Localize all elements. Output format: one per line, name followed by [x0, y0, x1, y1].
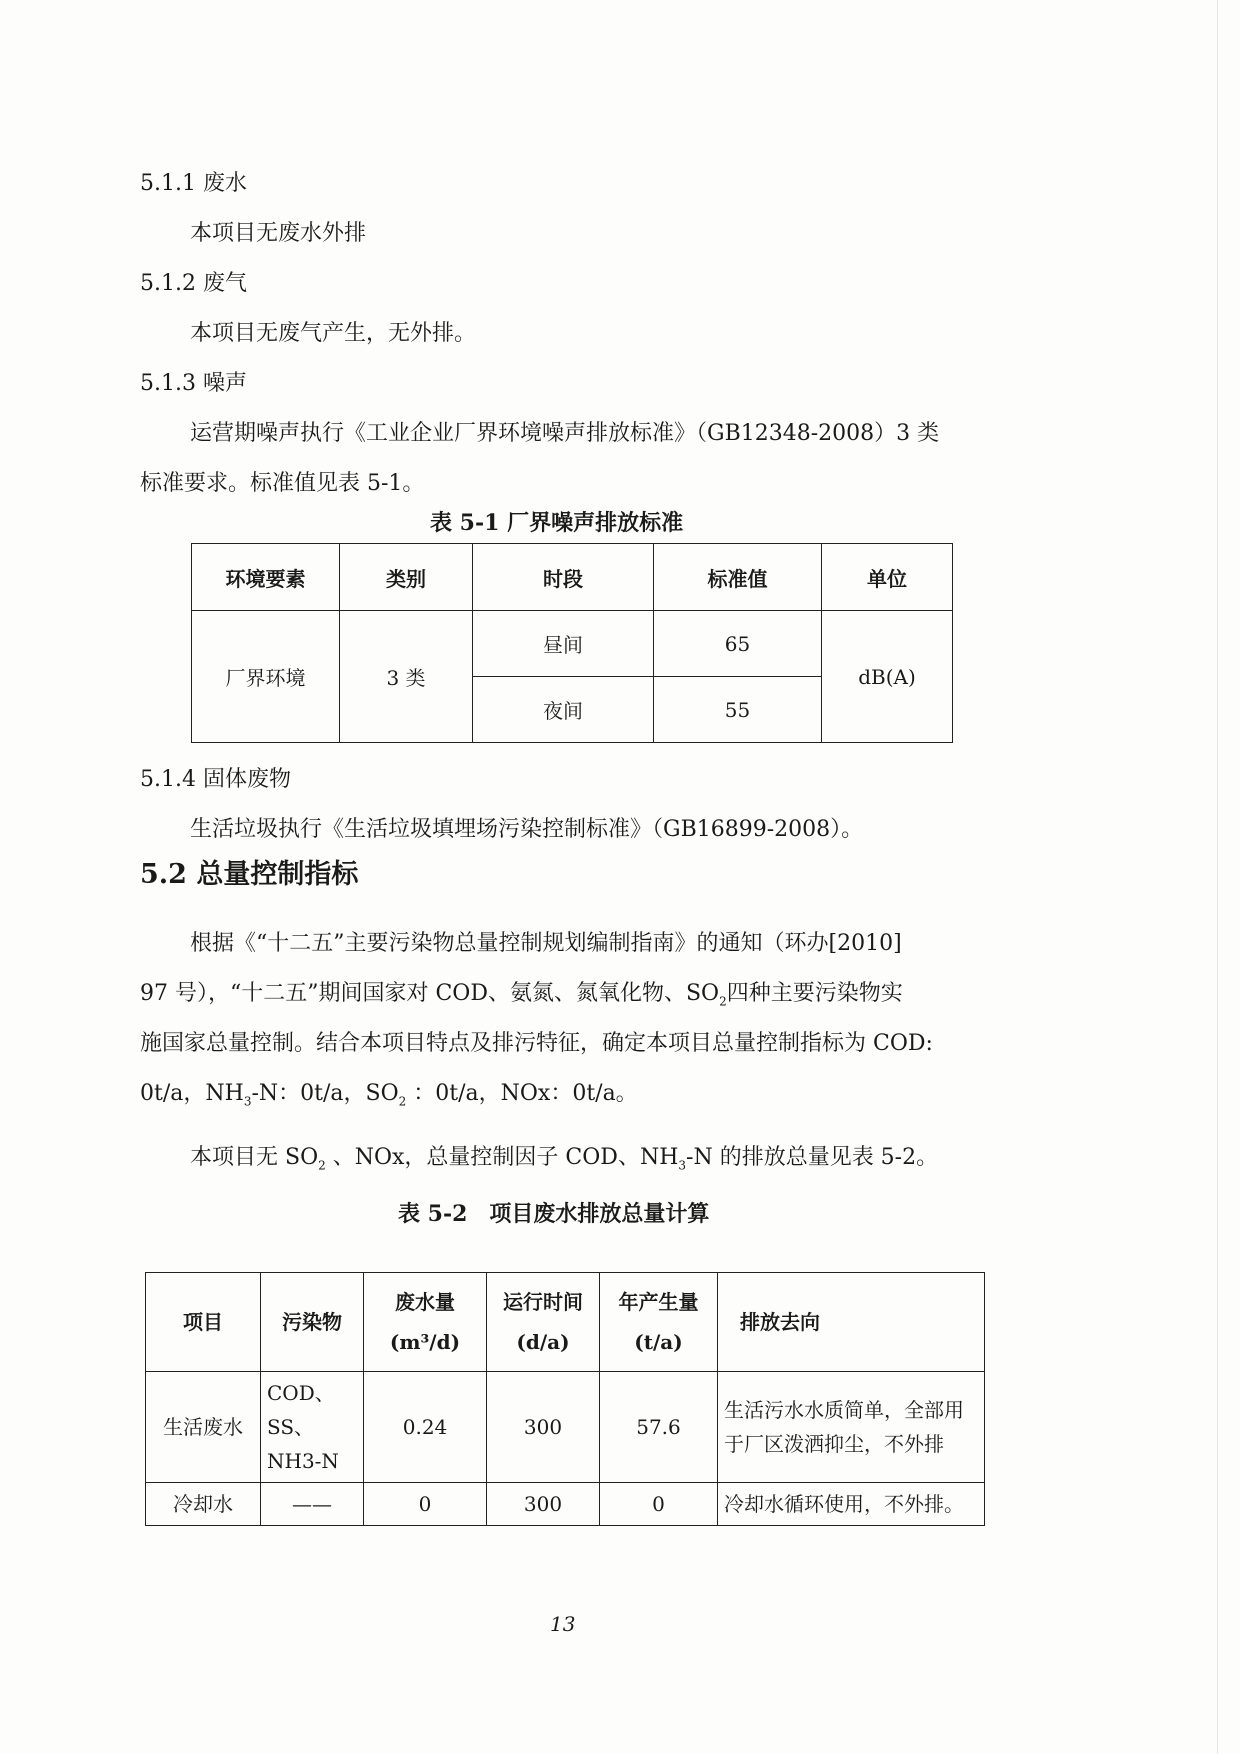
- section-5-1-3-heading: 5.1.3 噪声: [140, 371, 247, 396]
- section-5-2-para1-line4: [140, 1076, 638, 1108]
- text-run: 0t/a，NH: [140, 1081, 244, 1106]
- subscript: 3: [243, 1094, 252, 1109]
- subscript: 3: [678, 1158, 687, 1173]
- section-5-1-1-text: 本项目无废水外排: [190, 221, 367, 246]
- header-period: 时段: [473, 544, 654, 611]
- cell-annual-amount: 0: [600, 1483, 718, 1526]
- section-5-1-4-heading: 5.1.4 固体废物: [140, 767, 291, 792]
- cell-period: 昼间: [473, 611, 654, 677]
- cell-pollutant: ——: [261, 1483, 364, 1526]
- section-5-2-para1-line1: 根据《“十二五”主要污染物总量控制规划编制指南》的通知（环办[2010]: [190, 931, 902, 956]
- cell-value: 65: [654, 611, 822, 677]
- header-standard-value: 标准值: [654, 544, 822, 611]
- section-5-2-para1-line3: 施国家总量控制。结合本项目特点及排污特征，确定本项目总量控制指标为 COD:: [140, 1031, 933, 1056]
- table-header-row: [146, 1273, 985, 1372]
- scan-edge-line: [1217, 0, 1218, 1754]
- header-line: (t/a): [634, 1330, 683, 1354]
- cell-line: 生活污水水质简单，全部用: [724, 1398, 964, 1422]
- cell-run-time: 300: [487, 1372, 600, 1483]
- section-5-1-3-text-line1: 运营期噪声执行《工业企业厂界环境噪声排放标准》（GB12348-2008）3 类: [190, 421, 940, 446]
- header-category: 类别: [340, 544, 473, 611]
- cell-period: 夜间: [473, 677, 654, 743]
- noise-standard-table: [191, 543, 953, 743]
- cell-annual-amount: 57.6: [600, 1372, 718, 1483]
- cell-element: 厂界环境: [192, 611, 340, 743]
- cell-water-volume: 0: [364, 1483, 487, 1526]
- cell-line: NH3-N: [267, 1449, 339, 1473]
- cell-water-volume: 0.24: [364, 1372, 487, 1483]
- header-line: 运行时间: [503, 1290, 583, 1314]
- cell-category: 3 类: [340, 611, 473, 743]
- text-run: -N 的排放总量见表 5-2。: [686, 1145, 939, 1170]
- cell-unit: dB(A): [822, 611, 953, 743]
- text-run: -N：0t/a，SO: [251, 1081, 399, 1106]
- header-annual-amount: [600, 1273, 718, 1372]
- section-5-1-2-text: 本项目无废气产生，无外排。: [190, 321, 477, 346]
- table-5-2-caption: 表 5-2 项目废水排放总量计算: [398, 1201, 710, 1227]
- header-line: 年产生量: [618, 1290, 699, 1314]
- text-run: 、NOx，总量控制因子 COD、NH: [325, 1145, 679, 1170]
- header-line: 废水量: [395, 1290, 455, 1314]
- cell-line: COD、SS、: [267, 1381, 335, 1439]
- subscript: 2: [318, 1158, 326, 1173]
- section-5-1-2-heading: 5.1.2 废气: [140, 271, 247, 296]
- section-5-2-para2: [190, 1140, 938, 1172]
- section-5-1-1-heading: 5.1.1 废水: [140, 171, 247, 196]
- header-unit: 单位: [822, 544, 953, 611]
- wastewater-total-table: [145, 1272, 985, 1526]
- table-row: [146, 1483, 985, 1526]
- header-destination: 排放去向: [718, 1273, 985, 1372]
- header-line: (m³/d): [389, 1330, 461, 1354]
- page-number: 13: [550, 1612, 576, 1636]
- table-5-1-caption: 表 5-1 厂界噪声排放标准: [430, 510, 684, 536]
- text-run: ：0t/a，NOx：0t/a。: [406, 1081, 638, 1106]
- cell-destination: [718, 1372, 985, 1483]
- section-5-2-heading: 5.2 总量控制指标: [140, 859, 359, 890]
- cell-run-time: 300: [487, 1483, 600, 1526]
- header-pollutant: 污染物: [261, 1273, 364, 1372]
- text-run: 四种主要污染物实: [726, 981, 903, 1006]
- cell-item: 冷却水: [146, 1483, 261, 1526]
- section-5-1-3-text-line2: 标准要求。标准值见表 5-1。: [140, 471, 425, 496]
- header-element: 环境要素: [192, 544, 340, 611]
- cell-destination: 冷却水循环使用，不外排。: [718, 1483, 985, 1526]
- subscript: 2: [719, 994, 727, 1009]
- text-run: 97 号），“十二五”期间国家对 COD、氨氮、氮氧化物、SO: [140, 981, 720, 1006]
- section-5-2-para1-line2: [140, 976, 903, 1008]
- cell-line: 于厂区泼洒抑尘，不外排: [724, 1432, 944, 1456]
- table-header-row: [192, 544, 953, 611]
- header-water-volume: [364, 1273, 487, 1372]
- header-item: 项目: [146, 1273, 261, 1372]
- table-row: [146, 1372, 985, 1483]
- header-run-time: [487, 1273, 600, 1372]
- table-row: [192, 611, 953, 677]
- cell-value: 55: [654, 677, 822, 743]
- section-5-1-4-text: 生活垃圾执行《生活垃圾填埋场污染控制标准》（GB16899-2008）。: [190, 817, 864, 842]
- cell-pollutant: [261, 1372, 364, 1483]
- cell-item: 生活废水: [146, 1372, 261, 1483]
- header-line: (d/a): [516, 1330, 570, 1354]
- text-run: 本项目无 SO: [190, 1145, 319, 1170]
- subscript: 2: [398, 1094, 407, 1109]
